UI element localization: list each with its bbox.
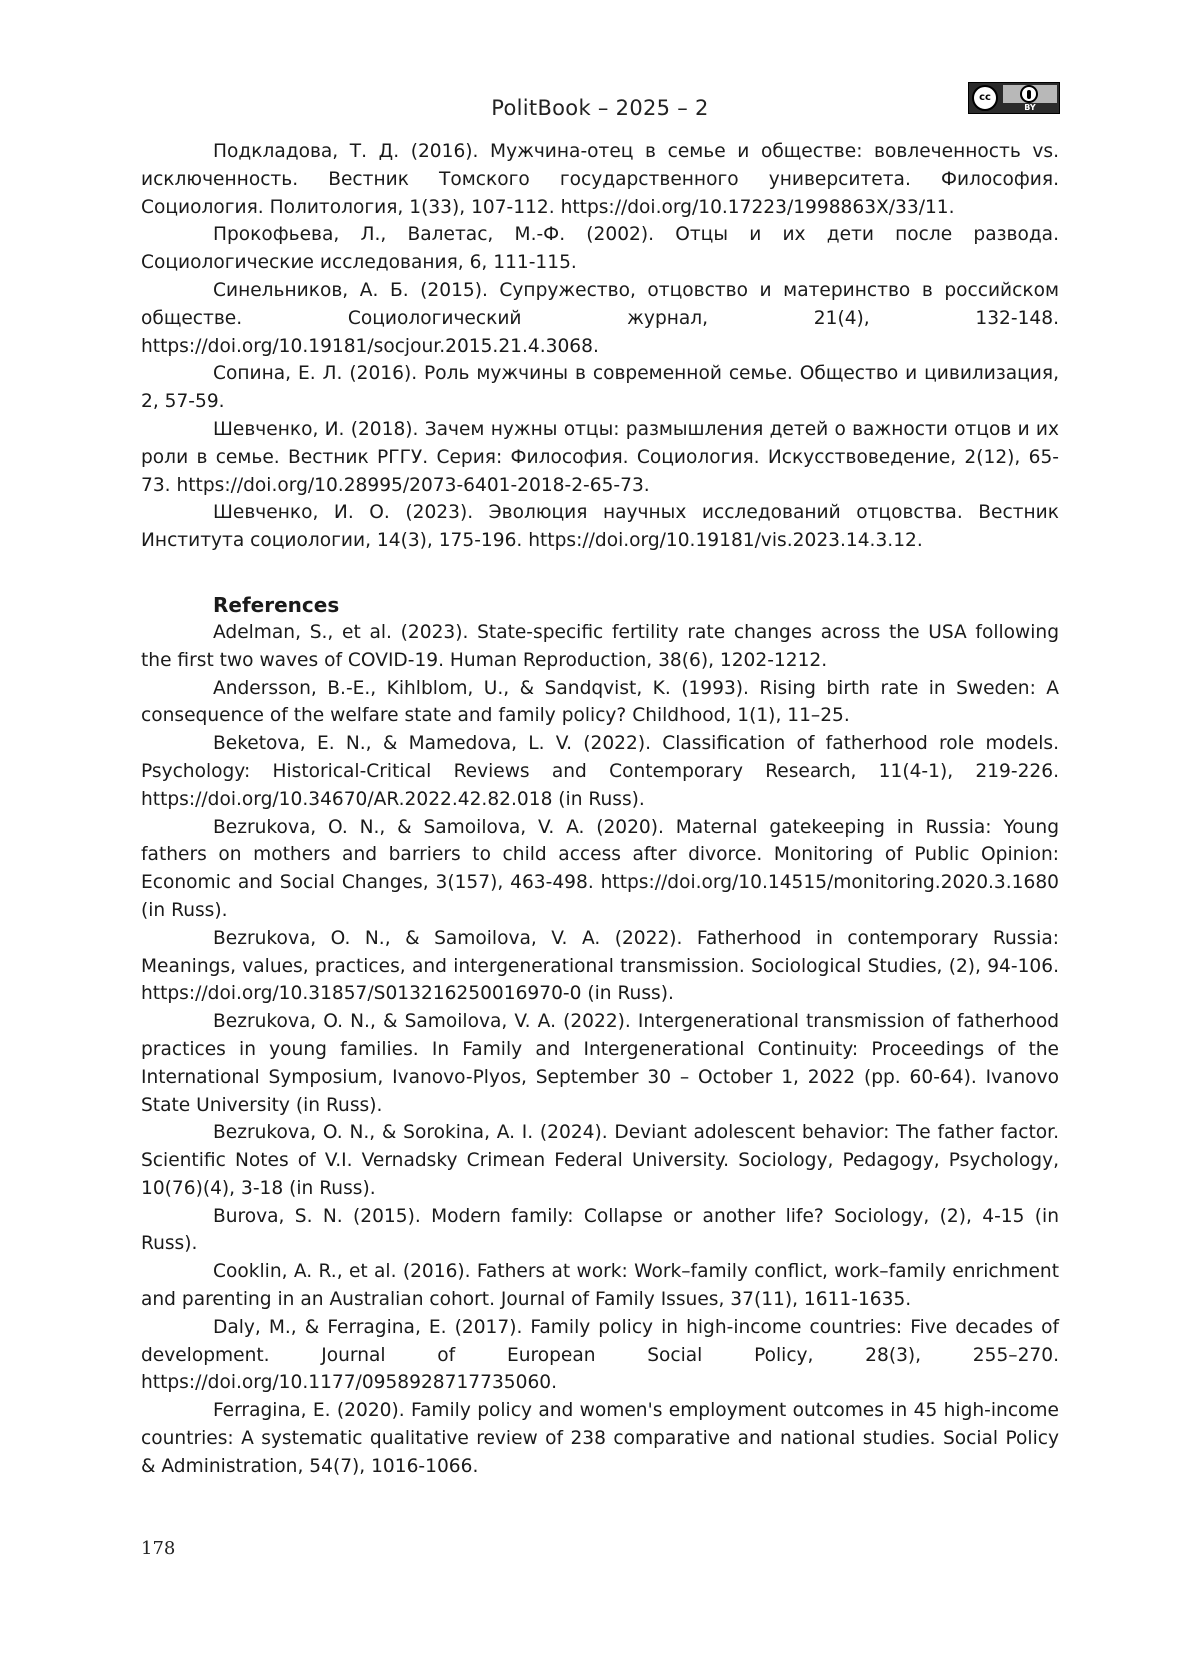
reference-entry: Bezrukova, O. N., & Samoilova, V. A. (2022). Intergenerational transmission of fatherhood practices in young families. In Family and Intergenerational Continuity: Proceedings of the International Symposium, Ivanovo-Plyos, September 30 – October 1, 2022 (pp. 60-64). Ivanovo State University (in Russ). — [141, 1011, 1059, 1116]
reference-entry: Bezrukova, O. N., & Samoilova, V. A. (2022). Fatherhood in contemporary Russia: Meanings, values, practices, and intergenerational transmission. Sociological Studies, (2), 94-106. https://doi.org/10.31857/S013216250016970-0 (in Russ). — [141, 927, 1059, 1005]
reference-list — [141, 138, 1059, 1481]
reference-entry-ru: Шевченко, И. О. (2023). Эволюция научных исследований отцовства. Вестник Института социологии, 14(3), 175-196. https://doi.org/10.19181/vis.2023.14.3.12. — [141, 502, 1059, 552]
page-number: 178 — [141, 1538, 176, 1559]
reference-entry-ru: Синельников, А. Б. (2015). Супружество, отцовство и материнство в российском обществе. Социологический журнал, 21(4), 132-148. https://doi.org/10.19181/socjour.2015.21.4.3068. — [141, 279, 1059, 357]
reference-entry: Andersson, B.-E., Kihlblom, U., & Sandqvist, K. (1993). Rising birth rate in Sweden: A consequence of the welfare state and family policy? Childhood, 1(1), 11–25. — [141, 677, 1059, 727]
reference-entry-ru: Сопина, Е. Л. (2016). Роль мужчины в современной семье. Общество и цивилизация, 2, 57-59. — [141, 363, 1059, 413]
attribution-person-icon — [1020, 85, 1038, 103]
reference-entry: Burova, S. N. (2015). Modern family: Collapse or another life? Sociology, (2), 4-15 (in Russ). — [141, 1205, 1059, 1255]
cc-by-license-badge[interactable] — [968, 82, 1060, 114]
reference-entry: Bezrukova, O. N., & Sorokina, A. I. (2024). Deviant adolescent behavior: The father factor. Scientific Notes of V.I. Vernadsky Crimean Federal University. Sociology, Pedagogy, Psychology, 10(76)(4), 3-18 (in Russ). — [141, 1122, 1059, 1199]
journal-title: PolitBook – 2025 – 2 — [491, 96, 709, 120]
reference-entry-ru: Прокофьева, Л., Валетас, М.-Ф. (2002). Отцы и их дети после развода. Социологические исследования, 6, 111-115. — [141, 224, 1059, 274]
reference-entry: Ferragina, E. (2020). Family policy and women's employment outcomes in 45 high-income countries: A systematic qualitative review of 238 comparative and national studies. Social Policy & Administration, 54(7), 1016-1066. — [141, 1400, 1059, 1477]
references-heading: References — [213, 592, 340, 617]
reference-entry: Daly, M., & Ferragina, E. (2017). Family policy in high-income countries: Five decades of development. Journal of European Social Policy, 28(3), 255–270. https://doi.org/10.1177/0958928717735060. — [141, 1316, 1059, 1394]
reference-entry: Bezrukova, O. N., & Samoilova, V. A. (2020). Maternal gatekeeping in Russia: Young fathers on mothers and barriers to child access after divorce. Monitoring of Public Opinion: Economic and Social Changes, 3(157), 463-498. https://doi.org/10.14515/monitoring.2020.3.1680 (in Russ). — [141, 816, 1059, 921]
reference-entry-ru: Шевченко, И. (2018). Зачем нужны отцы: размышления детей о важности отцов и их роли в семье. Вестник РГГУ. Серия: Философия. Социология. Искусствоведение, 2(12), 65-73. https://doi.org/10.28995/2073-6401-2018-2-65-73. — [141, 418, 1059, 496]
reference-entry-ru: Подкладова, Т. Д. (2016). Мужчина-отец в семье и обществе: вовлеченность vs. исключенность. Вестник Томского государственного университета. Философия. Социология. Политология, 1(33), 107-112. https://doi.org/10.17223/1998863X/33/11. — [141, 141, 1059, 218]
creative-commons-icon: cc — [972, 85, 998, 111]
reference-entry: Adelman, S., et al. (2023). State-specific fertility rate changes across the USA following the first two waves of COVID-19. Human Reproduction, 38(6), 1202-1212. — [141, 621, 1059, 671]
attribution-label: BY — [1024, 103, 1036, 112]
reference-entry: Beketova, E. N., & Mamedova, L. V. (2022). Classification of fatherhood role models. Psychology: Historical-Critical Reviews and Contemporary Research, 11(4-1), 219-226. https://doi.org/10.34670/AR.2022.42.82.018 (in Russ). — [141, 733, 1059, 810]
reference-entry: Cooklin, A. R., et al. (2016). Fathers at work: Work–family conflict, work–family enrichment and parenting in an Australian cohort. Journal of Family Issues, 37(11), 1611-1635. — [141, 1261, 1059, 1311]
